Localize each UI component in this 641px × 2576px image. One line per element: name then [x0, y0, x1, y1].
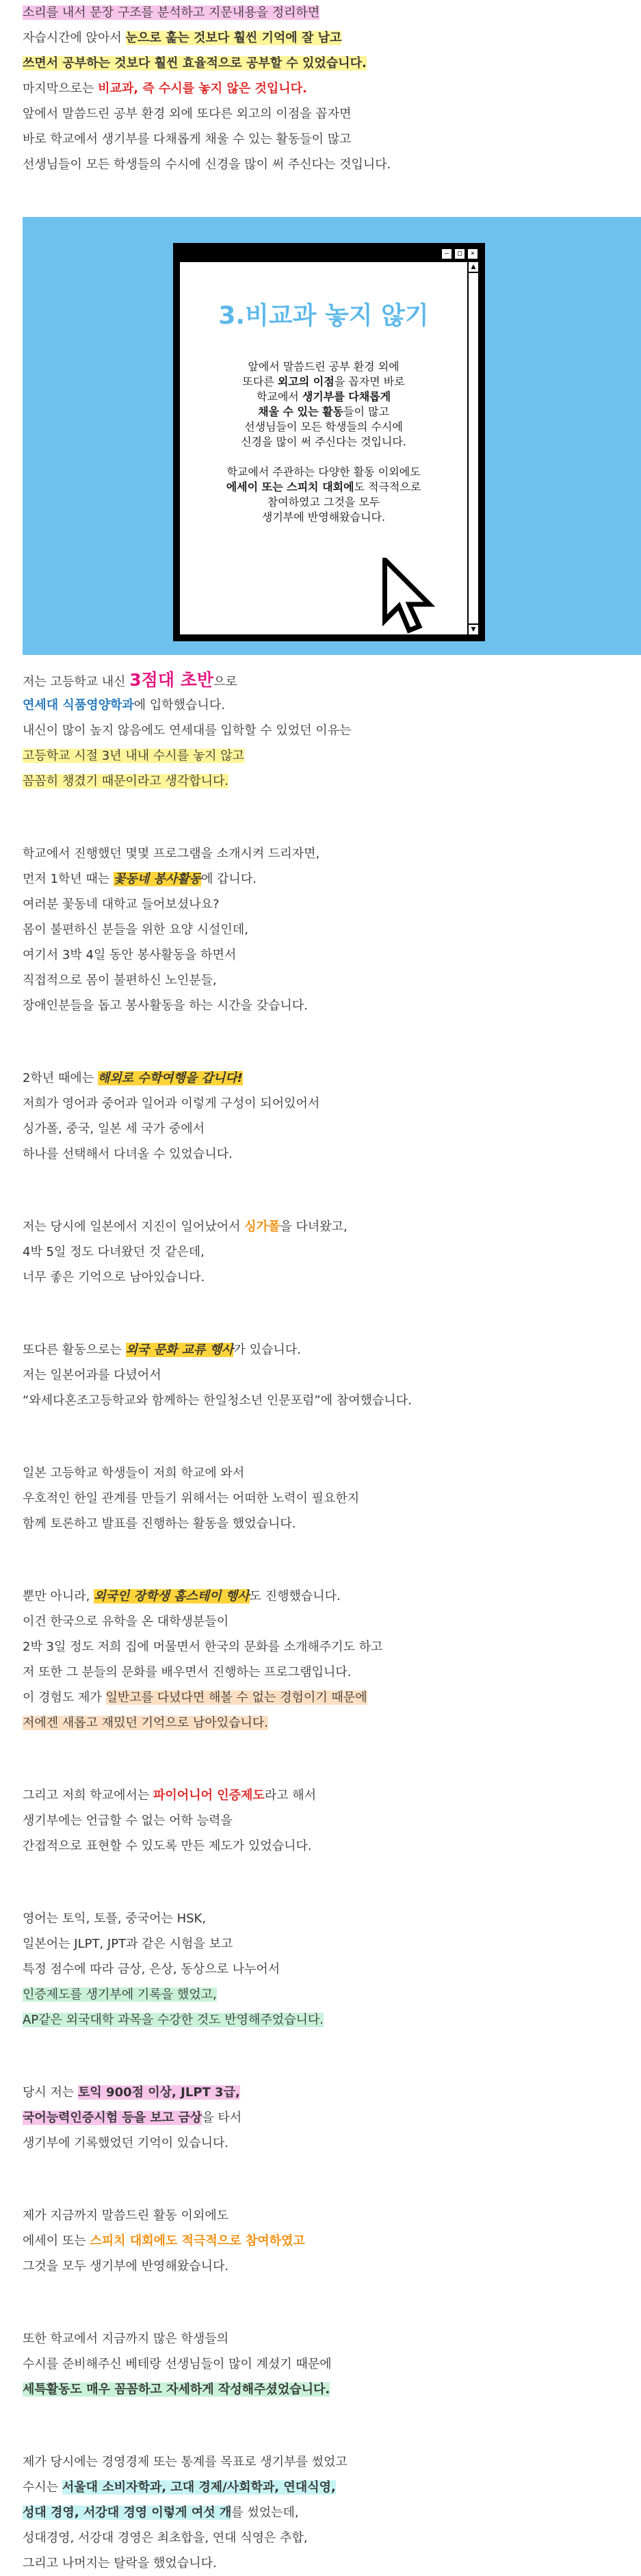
window-line — [180, 404, 467, 420]
paragraph-line — [23, 1091, 618, 1116]
window-body — [179, 261, 480, 636]
text-segment: 저 또한 그 분들의 문화를 배우면서 진행하는 프로그램입니다. — [23, 1665, 352, 1679]
text-segment: 수시를 준비해주신 베테랑 선생님들이 많이 계셨기 때문에 — [23, 2357, 332, 2371]
close-icon[interactable]: × — [467, 248, 478, 259]
text-segment: 에세이 또는 — [23, 2234, 90, 2248]
text-segment: 특정 점수에 따라 금상, 은상, 동상으로 나누어서 — [23, 1962, 280, 1976]
paragraph-line — [23, 718, 618, 743]
text-segment: 바로 학교에서 생기부를 다채롭게 채울 수 있는 활동들이 많고 — [23, 132, 352, 146]
paragraph-line — [23, 2007, 618, 2033]
highlight-text: 쓰면서 공부하는 것보다 훨씬 효율적으로 공부할 수 있었습니다. — [23, 56, 367, 70]
paragraph-line — [23, 2203, 618, 2228]
paragraph-line — [23, 1511, 618, 1536]
text-segment: 을 다녀왔고, — [280, 1220, 348, 1234]
text-segment: 일본어는 JLPT, JPT과 같은 시험을 보고 — [23, 1937, 233, 1951]
highlight-text: 일반고를 다녔다면 해볼 수 없는 경험이기 때문에 — [105, 1690, 367, 1705]
text-segment: 2박 3일 정도 저희 집에 머물면서 한국의 문화를 소개해주기도 하고 — [23, 1640, 383, 1654]
text-segment: 생기부에 기록했었던 기억이 있습니다. — [23, 2136, 229, 2150]
text-segment: 우호적인 한일 관계를 만들기 위해서는 어떠한 노력이 필요한지 — [23, 1491, 360, 1506]
paragraph-line — [23, 2080, 618, 2105]
text-segment: 성대경영, 서강대 경영은 최초합을, 연대 식영은 추합, — [23, 2531, 308, 2545]
text-segment: 그것을 모두 생기부에 반영해왔습니다. — [23, 2259, 229, 2274]
highlight-text: 비교과, 즉 수시를 놓지 않은 것입니다. — [98, 81, 307, 96]
text-segment: 저는 일본어과를 다녔어서 — [23, 1368, 161, 1382]
paragraph-line — [23, 1066, 618, 1091]
highlight-text: 에세이 또는 스피치 대회에 — [226, 480, 354, 493]
paragraph-line — [23, 2130, 618, 2156]
text-segment: 또다른 활동으로는 — [23, 1343, 126, 1357]
paragraph-line — [23, 2326, 618, 2352]
text-segment: 학교에서 진행했던 몇몇 프로그램을 소개시켜 드리자면, — [23, 847, 320, 861]
paragraph-gap — [180, 450, 467, 465]
text-segment: 제가 지금까지 말씀드린 활동 이외에도 — [23, 2208, 229, 2223]
text-segment: 도 적극적으로 — [354, 480, 421, 493]
highlight-text: 고등학교 시절 3년 내내 수시를 놓지 않고 — [23, 749, 244, 763]
text-segment: 생기부에 반영해왔습니다. — [261, 511, 386, 524]
blank-line — [23, 1870, 618, 1895]
paragraph-line — [23, 1239, 618, 1265]
text-segment: 여기서 3박 4일 동안 봉사활동을 하면서 — [23, 948, 237, 962]
paragraph-line — [23, 1363, 618, 1388]
text-segment: 직접적으로 몸이 불편하신 노인분들, — [23, 973, 217, 988]
text-segment: 학교에서 — [256, 390, 302, 403]
paragraph-line — [23, 1660, 618, 1685]
blank-line — [23, 1424, 618, 1450]
text-segment: 이건 한국으로 유학을 온 대학생분들이 — [23, 1614, 229, 1629]
paragraph-line — [23, 152, 618, 177]
highlight-text: 성대 경영, 서강대 경영 이렇게 여섯 개 — [23, 2506, 232, 2520]
blank-line — [23, 2167, 618, 2192]
window-line — [180, 510, 467, 525]
highlight-text: 꼼꼼히 챙겼기 때문이라고 생각합니다. — [23, 774, 229, 788]
text-segment: 에 입학했습니다. — [133, 698, 225, 712]
minimize-icon[interactable]: – — [441, 248, 452, 259]
paragraph-line — [23, 866, 618, 892]
text-segment: 들이 많고 — [343, 405, 389, 418]
paragraph-line — [23, 1214, 618, 1239]
paragraph-line — [23, 1783, 618, 1808]
scroll-up-icon[interactable]: ▲ — [469, 262, 478, 273]
text-segment: 제가 당시에는 경영경제 또는 통계를 목표로 생기부를 썼었고 — [23, 2455, 348, 2469]
text-segment: 2학년 때에는 — [23, 1071, 98, 1085]
blank-line — [23, 2044, 618, 2069]
paragraph-line — [23, 2525, 618, 2551]
paragraph-line — [23, 2377, 618, 2402]
highlight-text: 국어능력인증시험 등을 보고 금상 — [23, 2111, 202, 2125]
window-line — [180, 480, 467, 495]
paragraph-line — [23, 1957, 618, 1982]
blank-line — [23, 1747, 618, 1772]
text-segment: 생기부에는 언급할 수 없는 어학 능력을 — [23, 1814, 233, 1828]
text-segment: 도 진행했습니다. — [249, 1589, 341, 1603]
text-segment: 장애인분들을 돕고 봉사활동을 하는 시간을 갖습니다. — [23, 999, 308, 1013]
text-segment: 를 썼었는데, — [231, 2506, 299, 2520]
highlight-text: 싱가폴 — [244, 1220, 280, 1234]
window-line — [180, 389, 467, 404]
text-segment: 을 꼽자면 바로 — [334, 375, 405, 388]
paragraph-line — [23, 101, 618, 127]
paragraph-line — [23, 2449, 618, 2475]
text-segment: 하나를 선택해서 다녀올 수 있었습니다. — [23, 1147, 233, 1161]
paragraph-line — [23, 1486, 618, 1511]
text-segment: 그리고 저희 학교에서는 — [23, 1788, 154, 1803]
paragraph-line — [23, 892, 618, 917]
mouse-pointer-icon — [382, 558, 436, 634]
blank-line — [23, 2290, 618, 2315]
text-segment: 에 갑니다. — [200, 872, 257, 886]
paragraph-line — [23, 1833, 618, 1859]
highlight-text: 저에겐 새롭고 재밌던 기억으로 남아있습니다. — [23, 1716, 268, 1730]
blank-line — [23, 805, 618, 830]
text-segment: 선생님들이 모든 학생들의 수시에 — [244, 420, 403, 433]
paragraph-line — [23, 2228, 618, 2254]
paragraph-line — [23, 1142, 618, 1167]
paragraph-line — [23, 693, 618, 718]
window-scrollbar[interactable] — [467, 262, 478, 634]
paragraph-line — [23, 917, 618, 942]
window-title-bar — [179, 247, 480, 261]
text-segment: 싱가폴, 중국, 일본 세 국가 중에서 — [23, 1122, 205, 1136]
paragraph-line — [23, 1710, 618, 1736]
highlight-text: 소리를 내서 문장 구조를 분석하고 지문내용을 정리하면 — [23, 5, 320, 20]
paragraph-line — [23, 2475, 618, 2500]
text-segment: 자습시간에 앉아서 — [23, 31, 126, 45]
text-segment: 그리고 나머지는 탈락을 했었습니다. — [23, 2556, 217, 2571]
paragraph-line — [23, 1265, 618, 1290]
paragraph-line — [23, 1388, 618, 1413]
text-segment: 뿐만 아니라, — [23, 1589, 94, 1603]
intro-section — [0, 0, 641, 177]
paragraph-line — [23, 1906, 618, 1931]
highlight-text: 외국인 장학생 홈스테이 행사 — [94, 1589, 250, 1603]
paragraph-line — [23, 2352, 618, 2377]
text-segment: 신경을 많이 써 주신다는 것입니다. — [241, 435, 406, 448]
highlight-text: 생기부를 다채롭게 — [302, 390, 391, 403]
paragraph-line — [23, 51, 618, 76]
highlight-text: 서울대 소비자학과, 고대 경제/사회학과, 연대식영, — [62, 2480, 336, 2495]
highlight-text: 연세대 식품영양학과 — [23, 698, 134, 712]
text-segment: 앞에서 말씀드린 공부 환경 외에 또다른 외고의 이점을 꼽자면 — [23, 107, 352, 121]
paragraph-line — [23, 1982, 618, 2007]
highlight-text: 인증제도를 생기부에 기록을 했었고, — [23, 1987, 217, 2002]
window-line — [180, 495, 467, 510]
paragraph-line — [23, 942, 618, 968]
highlight-text: 눈으로 훑는 것보다 훨씬 기억에 잘 남고 — [125, 31, 342, 45]
text-segment: “와세다혼조고등학교와 함께하는 한일청소년 인문포럼”에 참여했습니다. — [23, 1393, 412, 1408]
blank-line — [23, 1029, 618, 1055]
paragraph-line — [23, 76, 618, 101]
paragraph-line — [23, 1609, 618, 1634]
highlight-text: 해외로 수학여행을 갑니다! — [97, 1071, 243, 1085]
text-segment: 학교에서 주관하는 다양한 활동 이외에도 — [226, 465, 421, 478]
text-segment: 영어는 토익, 토플, 중국어는 HSK, — [23, 1911, 207, 1926]
body-section — [0, 667, 641, 2576]
highlight-text: 세특활동도 매우 꼼꼼하고 자세하게 작성해주셨었습니다. — [23, 2382, 330, 2397]
paragraph-line — [23, 1460, 618, 1486]
retro-window — [173, 243, 485, 641]
text-segment: 여러분 꽃동네 대학교 들어보셨나요? — [23, 897, 220, 912]
text-segment: 가 있습니다. — [233, 1343, 301, 1357]
highlight-text: 토익 900점 이상, JLPT 3급, — [78, 2085, 240, 2100]
paragraph-line — [23, 993, 618, 1018]
highlight-text: 스피치 대회에도 적극적으로 참여하였고 — [90, 2234, 305, 2248]
text-segment: 또다른 — [242, 375, 278, 388]
paragraph-line — [23, 1116, 618, 1142]
window-controls — [441, 248, 478, 259]
blank-line — [23, 1178, 618, 1203]
paragraph-line — [23, 1931, 618, 1957]
text-segment: 간접적으로 표현할 수 있도록 만든 제도가 있었습니다. — [23, 1839, 312, 1853]
text-segment: 내신이 많이 높지 않음에도 연세대를 입학할 수 있었던 이유는 — [23, 723, 352, 738]
text-segment: 을 타서 — [202, 2111, 242, 2125]
text-segment: 저는 고등학교 내신 — [23, 675, 130, 689]
paragraph-line — [23, 2500, 618, 2525]
highlight-text: 외고의 이점 — [277, 375, 335, 388]
paragraph-line — [23, 667, 618, 693]
window-text — [180, 359, 467, 525]
window-line — [180, 374, 467, 389]
text-segment: 마지막으로는 — [23, 81, 99, 96]
paragraph-line — [23, 25, 618, 51]
paragraph-line — [23, 743, 618, 769]
paragraph-line — [23, 2105, 618, 2130]
highlight-text: 파이어니어 인증제도 — [153, 1788, 265, 1803]
paragraph-line — [23, 1808, 618, 1833]
highlight-text: 꽃동네 봉사활동 — [113, 872, 201, 886]
window-line — [180, 465, 467, 480]
window-line — [180, 420, 467, 435]
highlight-text: AP같은 외국대학 과목을 수강한 것도 반영해주었습니다. — [23, 2013, 324, 2027]
window-line — [180, 435, 467, 450]
section-banner — [23, 217, 641, 655]
paragraph-line — [23, 1584, 618, 1609]
window-line — [180, 359, 467, 374]
text-segment: 또한 학교에서 지금까지 많은 학생들의 — [23, 2332, 229, 2346]
text-segment: 참여하였고 그것을 모두 — [267, 495, 380, 508]
window-heading: 3.비교과 놓지 않기 — [218, 302, 429, 330]
paragraph-line — [23, 127, 618, 152]
blank-line — [23, 1547, 618, 1573]
text-segment: 먼저 1학년 때는 — [23, 872, 114, 886]
text-segment: 일본 고등학교 학생들이 저희 학교에 와서 — [23, 1466, 245, 1480]
paragraph-line — [23, 769, 618, 794]
text-segment: 앞에서 말씀드린 공부 환경 외에 — [248, 360, 400, 373]
highlight-text: 3점대 초반 — [129, 670, 213, 690]
scroll-down-icon[interactable]: ▼ — [469, 623, 478, 634]
text-segment: 선생님들이 모든 학생들의 수시에 신경을 많이 써 주신다는 것입니다. — [23, 157, 391, 172]
highlight-text: 채울 수 있는 활동 — [258, 405, 343, 418]
highlight-text: 외국 문화 교류 행사 — [125, 1343, 234, 1357]
text-segment: 수시는 — [23, 2480, 62, 2495]
paragraph-line — [23, 968, 618, 993]
text-segment: 라고 해서 — [264, 1788, 317, 1803]
text-segment: 너무 좋은 기억으로 남아있습니다. — [23, 1270, 205, 1285]
paragraph-line — [23, 1685, 618, 1710]
text-segment: 당시 저는 — [23, 2085, 78, 2100]
blank-line — [23, 1301, 618, 1326]
paragraph-line — [23, 0, 618, 25]
paragraph-line — [23, 2254, 618, 2279]
text-segment: 4박 5일 정도 다녀왔던 것 같은데, — [23, 1245, 205, 1259]
text-segment: 저는 당시에 일본에서 지진이 일어났어서 — [23, 1220, 245, 1234]
text-segment: 으로 — [213, 675, 237, 689]
text-segment: 이 경험도 제가 — [23, 1690, 106, 1705]
text-segment: 몸이 불편하신 분들을 위한 요양 시설인데, — [23, 923, 248, 937]
maximize-icon[interactable]: □ — [454, 248, 465, 259]
paragraph-line — [23, 2551, 618, 2576]
paragraph-line — [23, 841, 618, 866]
paragraph-line — [23, 1337, 618, 1363]
paragraph-line — [23, 1634, 618, 1660]
text-segment: 함께 토론하고 발표를 진행하는 활동을 했었습니다. — [23, 1517, 296, 1531]
text-segment: 저희가 영어과 중어과 일어과 이렇게 구성이 되어있어서 — [23, 1096, 320, 1111]
